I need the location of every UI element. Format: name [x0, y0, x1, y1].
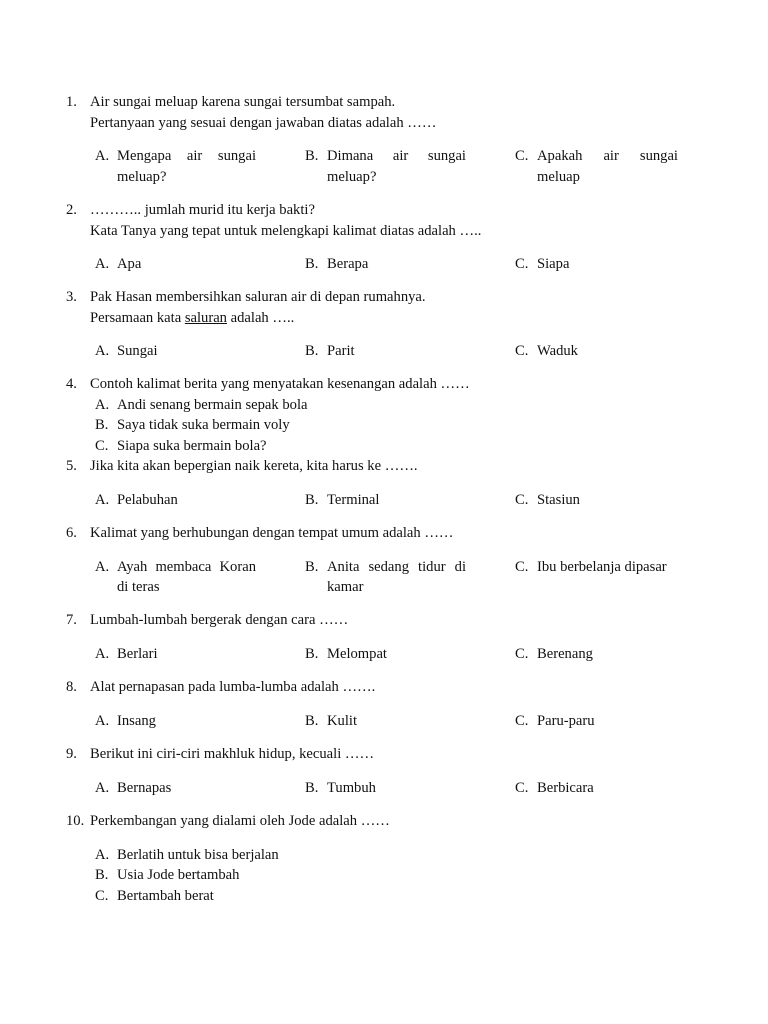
answer-options	[66, 341, 706, 363]
answer-options	[66, 146, 706, 190]
option-text: Berlari	[117, 645, 158, 662]
answer-options	[95, 845, 706, 907]
question-text	[90, 308, 706, 329]
option-a[interactable]	[95, 395, 706, 416]
question-10	[66, 811, 706, 906]
question-text: Kata Tanya yang tepat untuk melengkapi kalimat diatas adalah …..	[90, 222, 482, 239]
question-text: Pak Hasan membersihkan saluran air di depan rumahnya.	[90, 289, 426, 305]
option-text: Berlatih untuk bisa berjalan	[117, 846, 279, 863]
question-text-part: adalah …..	[226, 309, 295, 326]
question-text: Alat pernapasan pada lumba-lumba adalah …….	[90, 679, 376, 695]
option-c[interactable]	[515, 341, 678, 362]
option-label: A.	[95, 343, 110, 359]
option-text: Tumbuh	[327, 779, 376, 796]
option-label: B.	[95, 867, 109, 883]
option-b[interactable]	[305, 557, 466, 598]
question-1	[66, 92, 706, 190]
question-number: 9.	[66, 746, 77, 762]
question-text: Lumbah-lumbah bergerak dengan cara ……	[90, 612, 349, 628]
question-text: Pertanyaan yang sesuai dengan jawaban diatas adalah ……	[90, 114, 437, 131]
option-a[interactable]	[95, 341, 256, 362]
question-8	[66, 677, 706, 733]
option-label: C.	[515, 712, 529, 729]
option-b[interactable]	[95, 415, 706, 436]
option-b[interactable]	[305, 341, 466, 362]
option-a[interactable]	[95, 845, 706, 866]
answer-options	[66, 490, 706, 512]
option-label: C.	[515, 491, 529, 508]
option-label: C.	[515, 148, 529, 164]
question-text: Contoh kalimat berita yang menyatakan kesenangan adalah ……	[90, 376, 470, 392]
answer-options	[66, 711, 706, 733]
option-text: Sungai	[117, 343, 158, 359]
option-b[interactable]	[305, 778, 466, 799]
option-text: Siapa suka bermain bola?	[117, 437, 267, 454]
option-text: Bernapas	[117, 779, 172, 796]
option-label: A.	[95, 645, 110, 662]
option-a[interactable]	[95, 557, 256, 598]
option-text: Stasiun	[537, 491, 580, 508]
question-number: 10.	[66, 813, 85, 829]
option-b[interactable]	[95, 865, 706, 886]
question-number: 5.	[66, 458, 77, 474]
question-text: Berikut ini ciri-ciri makhluk hidup, kecuali ……	[90, 746, 375, 762]
option-label: A.	[95, 712, 110, 729]
option-text: Usia Jode bertambah	[117, 867, 240, 883]
option-text: Siapa	[537, 256, 570, 272]
option-label: C.	[515, 256, 529, 272]
option-c[interactable]	[515, 557, 695, 578]
option-text: Dimana air sungai meluap?	[327, 148, 466, 185]
option-label: A.	[95, 779, 110, 796]
option-label: C.	[515, 645, 529, 662]
option-label: C.	[515, 558, 529, 575]
option-a[interactable]	[95, 778, 256, 799]
option-text: Berenang	[537, 645, 593, 662]
option-text: Mengapa air sungai meluap?	[117, 148, 256, 185]
answer-options	[66, 644, 706, 666]
option-c[interactable]	[515, 146, 678, 187]
option-label: C.	[95, 887, 109, 904]
option-label: A.	[95, 396, 110, 413]
option-text: Anita sedang tidur di kamar	[327, 558, 466, 595]
question-text: Perkembangan yang dialami oleh Jode adalah ……	[90, 813, 390, 829]
option-b[interactable]	[305, 644, 466, 665]
answer-options	[66, 778, 706, 800]
option-c[interactable]	[515, 254, 678, 275]
question-4	[66, 374, 706, 456]
option-label: A.	[95, 491, 110, 508]
option-label: B.	[305, 148, 319, 164]
option-a[interactable]	[95, 711, 256, 732]
option-label: A.	[95, 558, 110, 575]
answer-options	[66, 557, 706, 601]
option-text: Apakah air sungai meluap	[537, 148, 678, 185]
option-text: Terminal	[327, 491, 380, 508]
question-text: Jika kita akan bepergian naik kereta, kita harus ke …….	[90, 458, 418, 474]
option-a[interactable]	[95, 490, 256, 511]
question-6	[66, 523, 706, 601]
option-label: C.	[515, 779, 529, 796]
option-b[interactable]	[305, 490, 466, 511]
option-text: Paru-paru	[537, 712, 595, 729]
option-text: Berapa	[327, 256, 369, 272]
question-2	[66, 200, 706, 276]
question-number: 6.	[66, 525, 77, 541]
option-c[interactable]	[515, 644, 678, 665]
option-text: Waduk	[537, 343, 578, 359]
option-label: B.	[95, 417, 109, 433]
question-3	[66, 287, 706, 363]
option-a[interactable]	[95, 644, 256, 665]
option-label: C.	[95, 437, 109, 454]
option-text: Ibu berbelanja dipasar	[537, 558, 667, 575]
option-label: B.	[305, 491, 319, 508]
question-text: ……….. jumlah murid itu kerja bakti?	[90, 202, 315, 218]
option-text: Parit	[327, 343, 355, 359]
option-text: Andi senang bermain sepak bola	[117, 396, 308, 413]
question-text: Air sungai meluap karena sungai tersumbat sampah.	[90, 94, 396, 110]
question-number: 2.	[66, 202, 77, 218]
question-text-part: Persamaan kata	[90, 309, 185, 326]
option-label: B.	[305, 712, 319, 729]
option-label: B.	[305, 779, 319, 796]
question-text: Kalimat yang berhubungan dengan tempat umum adalah ……	[90, 525, 454, 541]
answer-options	[95, 395, 706, 457]
option-c[interactable]	[515, 490, 678, 511]
option-label: B.	[305, 256, 319, 272]
option-text: Saya tidak suka bermain voly	[117, 417, 290, 433]
option-text: Apa	[117, 256, 142, 272]
option-c[interactable]	[515, 778, 678, 799]
question-7	[66, 610, 706, 666]
option-c[interactable]	[95, 436, 706, 457]
option-a[interactable]	[95, 254, 256, 275]
option-b[interactable]	[305, 711, 466, 732]
option-text: Pelabuhan	[117, 491, 178, 508]
option-text: Bertambah berat	[117, 887, 214, 904]
option-label: B.	[305, 645, 319, 662]
question-number: 3.	[66, 289, 77, 305]
option-text: Kulit	[327, 712, 357, 729]
question-9	[66, 744, 706, 800]
question-number: 7.	[66, 612, 77, 628]
underlined-word: saluran	[184, 309, 227, 326]
option-text: Berbicara	[537, 779, 594, 796]
option-b[interactable]	[305, 254, 466, 275]
option-label: B.	[305, 343, 319, 359]
option-text: Insang	[117, 712, 156, 729]
option-b[interactable]	[305, 146, 466, 187]
option-a[interactable]	[95, 146, 256, 187]
option-label: A.	[95, 256, 110, 272]
option-label: A.	[95, 148, 110, 164]
option-label: A.	[95, 846, 110, 863]
option-label: C.	[515, 343, 529, 359]
option-text: Melompat	[327, 645, 387, 662]
question-number: 4.	[66, 376, 77, 392]
question-number: 8.	[66, 679, 77, 695]
question-5	[66, 456, 706, 512]
option-label: B.	[305, 558, 319, 575]
option-c[interactable]	[95, 886, 706, 907]
answer-options	[66, 254, 706, 276]
option-c[interactable]	[515, 711, 678, 732]
question-number: 1.	[66, 94, 77, 110]
option-text: Ayah membaca Koran di teras	[117, 558, 256, 595]
